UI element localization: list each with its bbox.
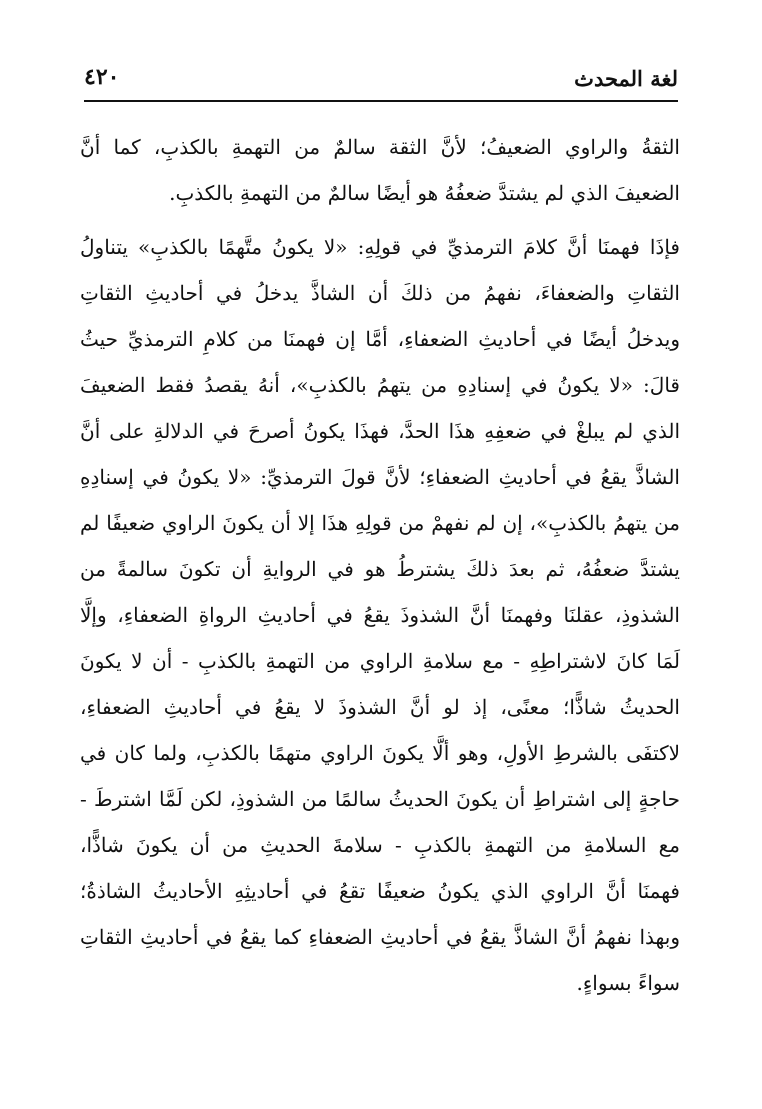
text-line: وبهذا نفهمُ أنَّ الشاذَّ يقعُ في أحاديثِ الضعفاءِ كما يقعُ في أحاديثِ الثقاتِ xyxy=(80,925,680,949)
text-line: الحديثُ شاذًّا؛ معنًى، إذ لو أنَّ الشذوذَ لا يقعُ في أحاديثِ الضعفاءِ، xyxy=(80,695,680,719)
book-title: لغة المحدث xyxy=(574,66,678,91)
page-number: ٤٢٠ xyxy=(84,64,120,90)
text-line: الشاذَّ يقعُ في أحاديثِ الضعفاءِ؛ لأنَّ قولَ الترمذيِّ: «لا يكونُ في إسنادِهِ xyxy=(80,465,680,489)
text-line: لاكتفَى بالشرطِ الأولِ، وهو ألَّا يكونَ الراوي متهمًا بالكذبِ، ولما كان في xyxy=(80,741,680,765)
text-line: فهمنَا أنَّ الراوي الذي يكونُ ضعيفًا تقعُ في أحاديثِهِ الأحاديثُ الشاذةُ؛ xyxy=(80,879,680,903)
body-text xyxy=(80,124,680,1006)
text-line: سواءً بسواءٍ. xyxy=(576,971,680,995)
text-line: ويدخلُ أيضًا في أحاديثِ الضعفاءِ، أمَّا إن فهمنَا من كلامِ الترمذيِّ حيثُ xyxy=(80,327,680,351)
text-line: من يتهمُ بالكذبِ»، إن لم نفهمْ من قولِهِ هذَا إلا أن يكونَ الراوي ضعيفًا لم xyxy=(80,511,680,535)
text-line: الثقاتِ والضعفاءَ، نفهمُ من ذلكَ أن الشاذَّ يدخلُ في أحاديثِ الثقاتِ xyxy=(80,281,680,305)
text-line: حاجةٍ إلى اشتراطِ أن يكونَ الحديثُ سالمًا من الشذوذِ، لكن لَمَّا اشترطَ - xyxy=(80,787,680,811)
text-line: الثقةُ والراوي الضعيفُ؛ لأنَّ الثقة سالمٌ من التهمةِ بالكذبِ، كما أنَّ xyxy=(80,135,680,159)
paragraph-gap xyxy=(80,216,680,224)
text-line: لَمَا كانَ لاشتراطِهِ - مع سلامةِ الراوي من التهمةِ بالكذبِ - أن لا يكونَ xyxy=(80,649,680,673)
header-divider xyxy=(84,100,678,102)
text-line: الضعيفَ الذي لم يشتدَّ ضعفُهُ هو أيضًا سالمٌ من التهمةِ بالكذبِ. xyxy=(169,181,680,205)
text-line: قالَ: «لا يكونُ في إسنادِهِ من يتهمُ بالكذبِ»، أنهُ يقصدُ فقط الضعيفَ xyxy=(80,373,680,397)
text-line: مع السلامةِ من التهمةِ بالكذبِ - سلامةَ الحديثِ من أن يكونَ شاذًّا، xyxy=(80,833,680,857)
text-line: الشذوذِ، عقلنَا وفهمنَا أنَّ الشذوذَ يقعُ في أحاديثِ الرواةِ الضعفاءِ، وإلَّا xyxy=(80,603,680,627)
running-header xyxy=(84,62,678,102)
text-line: يشتدَّ ضعفُهُ، ثم بعدَ ذلكَ يشترطُ هو في الروايةِ أن تكونَ سالمةً من xyxy=(80,557,680,581)
text-line: فإذَا فهمنَا أنَّ كلامَ الترمذيِّ في قولِهِ: «لا يكونُ متَّهمًا بالكذبِ» يتناولُ xyxy=(80,235,680,259)
text-line: الذي لم يبلغْ في ضعفِهِ هذَا الحدَّ، فهذَا يكونُ أصرحَ في الدلالةِ على أنَّ xyxy=(80,419,680,443)
